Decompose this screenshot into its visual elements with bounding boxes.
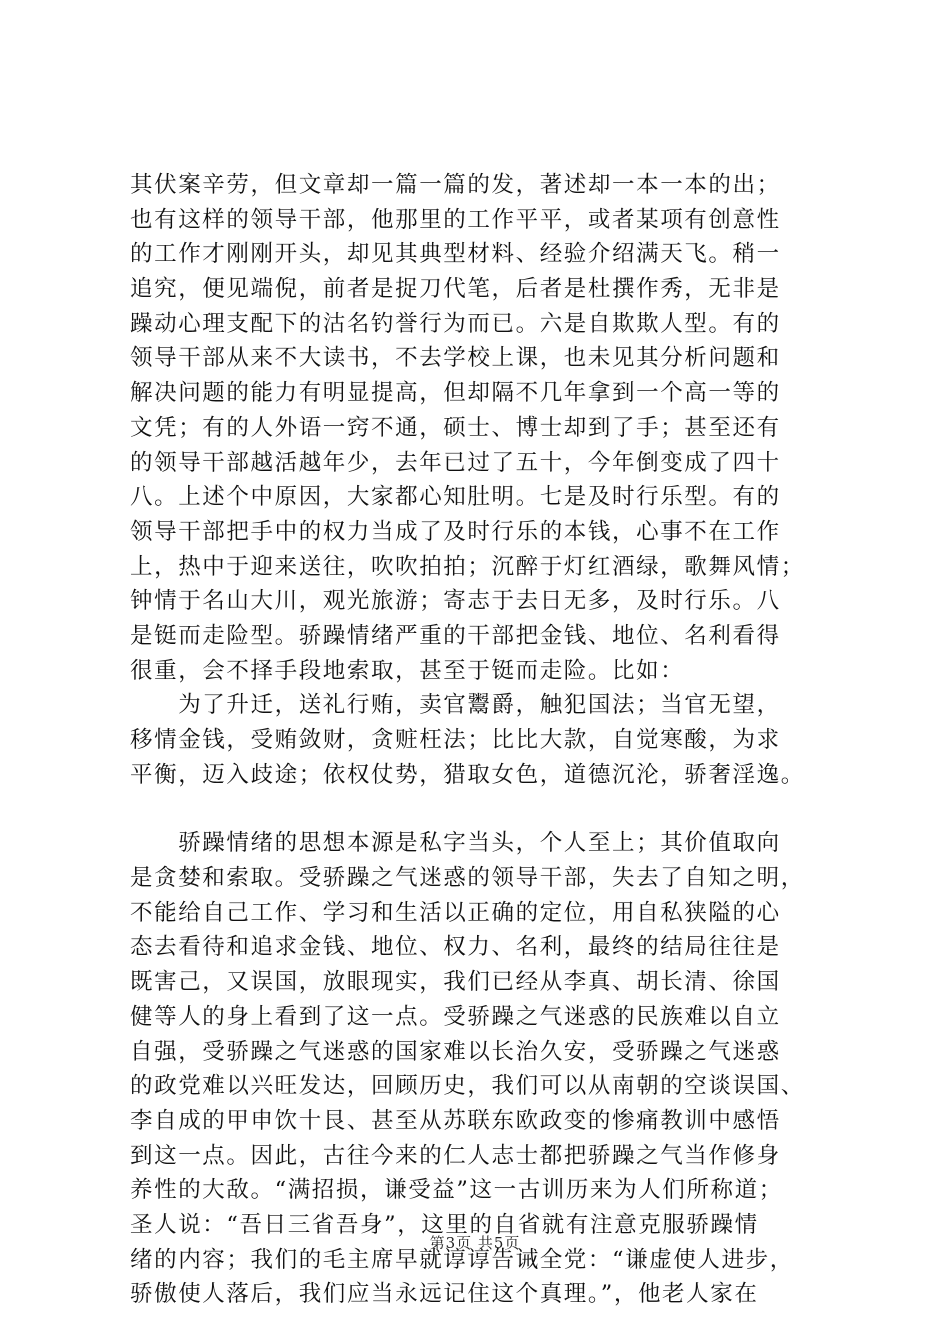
text-line: 的领导干部越活越年少，去年已过了五十，今年倒变成了四十: [130, 449, 781, 476]
text-line: 是铤而走险型。骄躁情绪严重的干部把金钱、地位、名利看得: [130, 622, 781, 649]
text-line: 为了升迁，送礼行贿，卖官鬻爵，触犯国法；当官无望，: [130, 692, 781, 719]
text-line: 上，热中于迎来送往，吹吹拍拍；沉醉于灯红酒绿，歌舞风情；: [130, 553, 805, 580]
text-line: 钟情于名山大川，观光旅游；寄志于去日无多，及时行乐。八: [130, 588, 781, 615]
text-line: 自强，受骄躁之气迷惑的国家难以长治久安，受骄躁之气迷惑: [130, 1038, 781, 1065]
text-line: 移情金钱，受贿敛财，贪赃枉法；比比大款，自觉寒酸，为求: [130, 727, 781, 753]
text-line: 养性的大敌。“满招损，谦受益”这一古训历来为人们所称道；: [130, 1177, 783, 1204]
text-line: 解决问题的能力有明显提高，但却隔不几年拿到一个高一等的: [130, 380, 781, 407]
text-line: 文凭；有的人外语一窍不通，硕士、博士却到了手；甚至还有: [130, 414, 781, 441]
text-line: 绪的内容；我们的毛主席早就谆谆告诫全党：“谦虚使人进步，: [130, 1246, 794, 1273]
text-line: 很重，会不择手段地索取，甚至于铤而走险。比如：: [130, 657, 685, 684]
text-line: 的工作才刚刚开头，却见其典型材料、经验介绍满天飞。稍一: [130, 241, 781, 268]
text-line: 态去看待和追求金钱、地位、权力、名利，最终的结局往往是: [130, 934, 781, 961]
text-line: 骄躁情绪的思想本源是私字当头，个人至上；其价值取向: [130, 830, 781, 857]
paragraph-2: [130, 688, 850, 792]
body-text: [130, 168, 850, 1312]
text-line: 既害己，又误国，放眼现实，我们已经从李真、胡长清、徐国: [130, 969, 781, 996]
paragraph-1: [130, 168, 850, 688]
text-line: 平衡，迈入歧途；依权仗势，猎取女色，道德沉沦，骄奢淫逸。: [130, 761, 805, 788]
text-line: 其伏案辛劳，但文章却一篇一篇的发，著述却一本一本的出；: [130, 172, 781, 198]
text-line: 追究，便见端倪，前者是捉刀代笔，后者是杜撰作秀，无非是: [130, 276, 781, 303]
text-line: 圣人说：“吾日三省吾身”，这里的自省就有注意克服骄躁情: [130, 1211, 759, 1238]
text-line: 躁动心理支配下的沽名钓誉行为而已。六是自欺欺人型。有的: [130, 310, 781, 337]
text-line: 是贪婪和索取。受骄躁之气迷惑的领导干部，失去了自知之明，: [130, 865, 805, 892]
text-line: 的政党难以兴旺发达，回顾历史，我们可以从南朝的空谈误国、: [130, 1073, 805, 1100]
text-line: 也有这样的领导干部，他那里的工作平平，或者某项有创意性: [130, 206, 781, 233]
text-line: 八。上述个中原因，大家都心知肚明。七是及时行乐型。有的: [130, 484, 781, 511]
text-line: 领导干部把手中的权力当成了及时行乐的本钱，心事不在工作: [130, 518, 781, 545]
text-line: 领导干部从来不大读书，不去学校上课，也未见其分析问题和: [130, 345, 781, 372]
page-number-footer: 第3页 共5页: [429, 1234, 521, 1252]
text-line: 健等人的身上看到了这一点。受骄躁之气迷惑的民族难以自立: [130, 1003, 781, 1030]
text-line: 到这一点。因此，古往今来的仁人志士都把骄躁之气当作修身: [130, 1142, 781, 1169]
paragraph-gap: [130, 792, 850, 826]
text-line: 骄傲使人落后，我们应当永远记住这个真理。”，他老人家在: [130, 1281, 759, 1308]
text-line: 不能给自己工作、学习和生活以正确的定位，用自私狭隘的心: [130, 899, 781, 926]
text-line: 李自成的甲申饮十艮、甚至从苏联东欧政变的惨痛教训中感悟: [130, 1107, 781, 1134]
